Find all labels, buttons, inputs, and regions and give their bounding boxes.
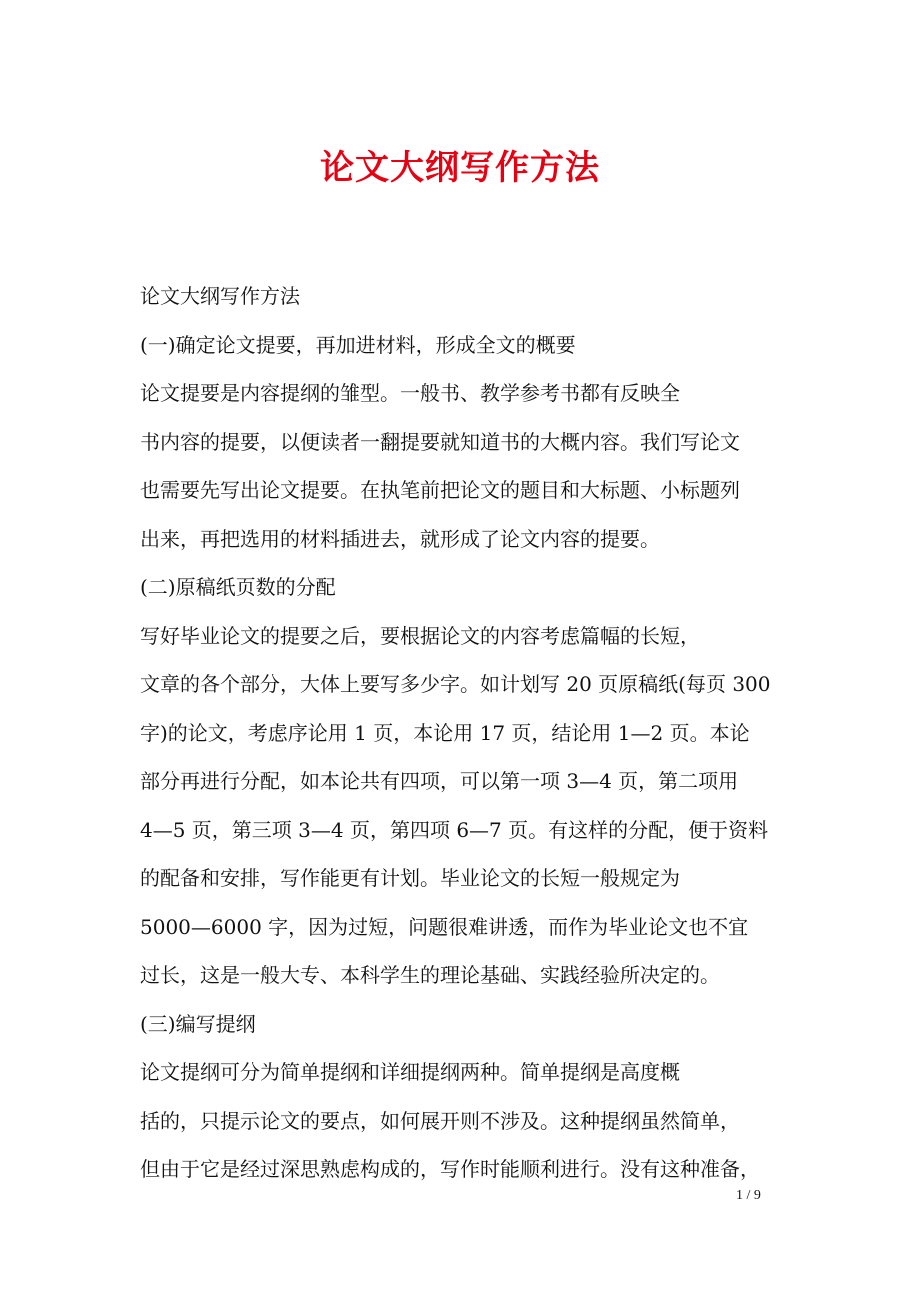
paragraph-line: 出来，再把选用的材料插进去，就形成了论文内容的提要。 [140, 526, 660, 551]
paragraph-line: 过长，这是一般大专、本科学生的理论基础、实践经验所决定的。 [140, 963, 720, 987]
paragraph-line: 文章的各个部分，大体上要写多少字。如计划写 20 页原稿纸(每页 300 [140, 672, 771, 696]
paragraph-line: 论文提纲可分为简单提纲和详细提纲两种。简单提纲是高度概 [140, 1060, 680, 1084]
paragraph-line: 的配备和安排，写作能更有计划。毕业论文的长短一般规定为 [140, 866, 680, 890]
paragraph-line: 书内容的提要，以便读者一翻提要就知道书的大概内容。我们写论文 [140, 429, 740, 454]
paragraph-line: 4—5 页，第三项 3—4 页，第四项 6—7 页。有这样的分配，便于资料 [140, 817, 769, 842]
document-body [140, 272, 788, 1194]
page-number: 1 / 9 [736, 1188, 761, 1203]
section-heading-3: (三)编写提纲 [140, 1011, 256, 1036]
paragraph-line: 但由于它是经过深思熟虑构成的，写作时能顺利进行。没有这种准备， [140, 1157, 760, 1181]
paragraph-line: 也需要先写出论文提要。在执笔前把论文的题目和大标题、小标题列 [140, 478, 740, 502]
section-heading-1: (一)确定论文提要，再加进材料，形成全文的概要 [140, 332, 576, 357]
paragraph-line: 写好毕业论文的提要之后，要根据论文的内容考虑篇幅的长短， [140, 623, 700, 648]
paragraph-line: 部分再进行分配，如本论共有四项，可以第一项 3—4 页，第二项用 [140, 769, 739, 793]
paragraph-line: 论文提要是内容提纲的雏型。一般书、教学参考书都有反映全 [140, 381, 680, 405]
page-title: 论文大纲写作方法 [320, 148, 600, 188]
paragraph-line: 字)的论文，考虑序论用 1 页，本论用 17 页，结论用 1—2 页。本论 [140, 720, 750, 745]
document-subtitle: 论文大纲写作方法 [140, 284, 300, 308]
paragraph-line: 括的，只提示论文的要点，如何展开则不涉及。这种提纲虽然简单， [140, 1108, 740, 1133]
section-heading-2: (二)原稿纸页数的分配 [140, 575, 336, 599]
paragraph-line: 5000—6000 字，因为过短，问题很难讲透，而作为毕业论文也不宜 [140, 914, 749, 939]
